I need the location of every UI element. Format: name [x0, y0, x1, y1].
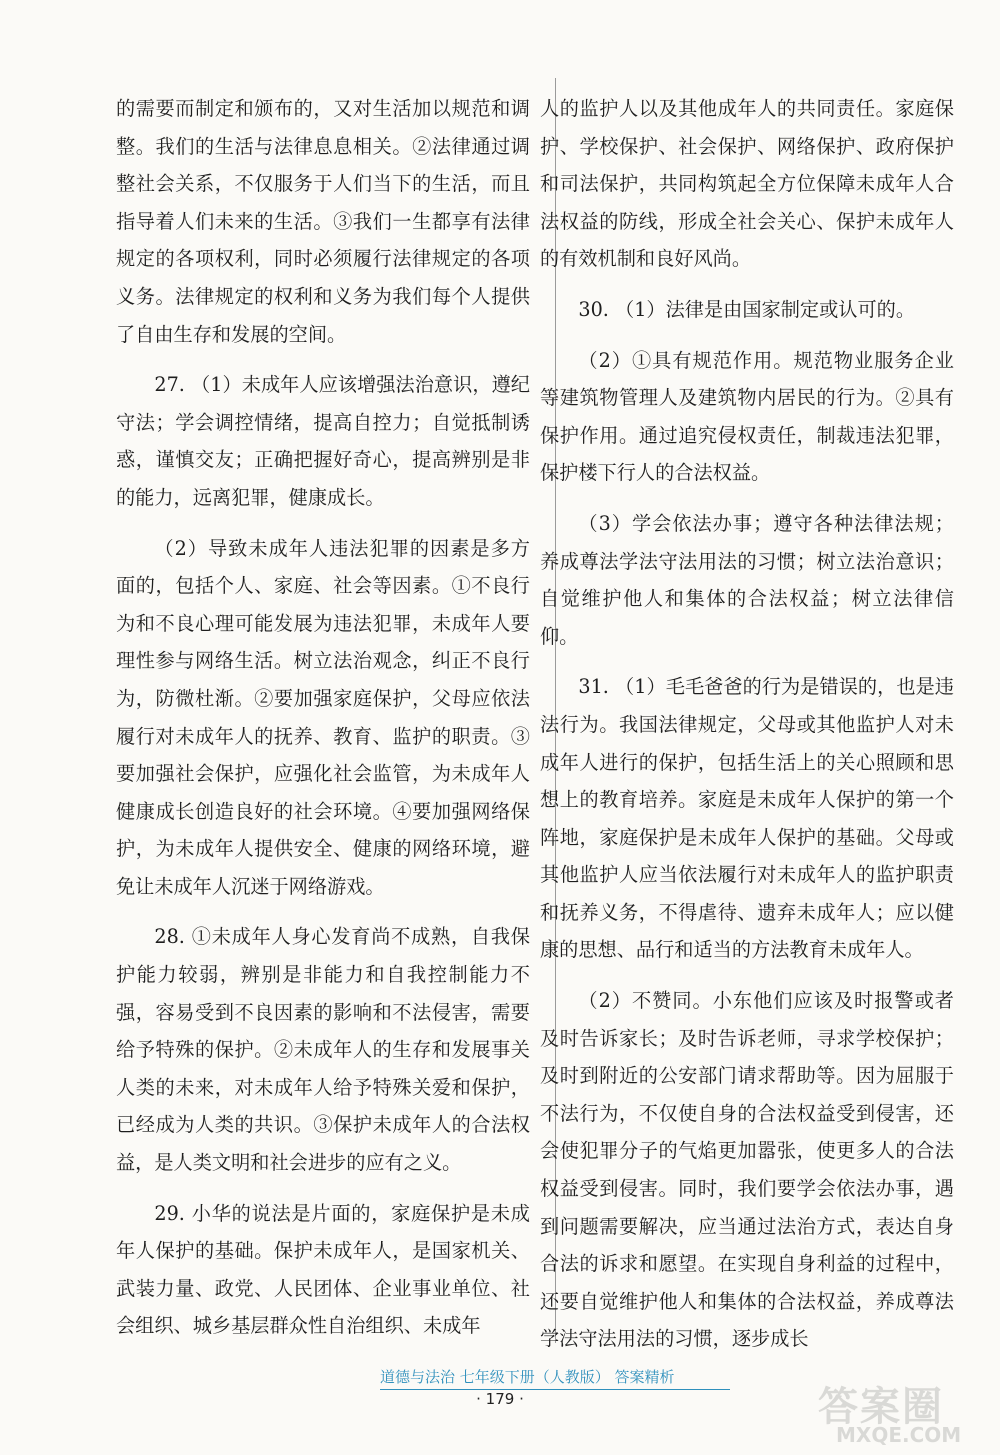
paragraph-continuation: 的需要而制定和颁布的，又对生活加以规范和调整。我们的生活与法律息息相关。②法律通过调整社会关系，不仅服务于人们当下的生活，而且指导着人们未来的生活。③我们一生都享有法律规定的各项权利，同时必须履行法律规定的各项义务。法律规定的权利和义务为我们每个人提供了自由生存和发展的空间。: [116, 97, 530, 346]
answer-29: 29. 小华的说法是片面的，家庭保护是未成年人保护的基础。保护未成年人，是国家机关、武装力量、政党、人民团体、企业事业单位、社会组织、城乡基层群众性自治组织、未成年: [116, 1201, 530, 1338]
left-column: [116, 90, 530, 1358]
answer-31-part-2: （2）不赞同。小东他们应该及时报警或者及时告诉家长；及时告诉老师，寻求学校保护；及时到附近的公安部门请求帮助等。因为屈服于不法行为，不仅使自身的合法权益受到侵害，还会使犯罪分子的气焰更加嚣张，使更多人的合法权益受到侵害。同时，我们要学会依法办事，遇到问题需要解决，应当通过法治方式，表达自身合法的诉求和愿望。在实现自身利益的过程中，还要自觉维护他人和集体的合法权益，养成尊法学法守法用法的习惯，逐步成长: [540, 989, 954, 1351]
answer-29-continuation: 人的监护人以及其他成年人的共同责任。家庭保护、学校保护、社会保护、网络保护、政府保护和司法保护，共同构筑起全方位保障未成年人合法权益的防线，形成全社会关心、保护未成年人的有效机制和良好风尚。: [540, 97, 954, 271]
watermark-sub-text: MXQE.COM: [836, 1423, 962, 1447]
footer-book-title: 道德与法治 七年级下册（人教版） 答案精析: [380, 1366, 730, 1390]
page-number: · 179 ·: [476, 1390, 524, 1408]
answer-30-part-2: （2）①具有规范作用。规范物业服务企业等建筑物管理人及建筑物内居民的行为。②具有保护作用。通过追究侵权责任，制裁违法犯罪，保护楼下行人的合法权益。: [540, 348, 954, 485]
answer-27-part-1: 27. （1）未成年人应该增强法治意识，遵纪守法；学会调控情绪，提高自控力；自觉抵制诱惑，谨慎交友；正确把握好奇心，提高辨别是非的能力，远离犯罪，健康成长。: [116, 373, 530, 509]
answer-28: 28. ①未成年人身心发育尚不成熟，自我保护能力较弱，辨别是非能力和自我控制能力不强，容易受到不良因素的影响和不法侵害，需要给予特殊的保护。②未成年人的生存和发展事关人类的未来，对未成年人给予特殊关爱和保护，已经成为人类的共识。③保护未成年人的合法权益，是人类文明和社会进步的应有之义。: [116, 925, 530, 1175]
answer-27-part-2: （2）导致未成年人违法犯罪的因素是多方面的，包括个人、家庭、社会等因素。①不良行为和不良心理可能发展为违法犯罪，未成年人要理性参与网络生活。树立法治观念，纠正不良行为，防微杜渐。②要加强家庭保护，父母应依法履行对未成年人的抚养、教育、监护的职责。③要加强社会保护，应强化社会监管，为未成年人健康成长创造良好的社会环境。④要加强网络保护，为未成年人提供安全、健康的网络环境，避免让未成年人沉迷于网络游戏。: [116, 536, 530, 898]
watermark-main-text: 答案圈: [818, 1384, 944, 1430]
answer-31-part-1: 31. （1）毛毛爸爸的行为是错误的，也是违法行为。我国法律规定，父母或其他监护人对未成年人进行的保护，包括生活上的关心照顾和思想上的教育培养。家庭是未成年人保护的第一个阵地，家庭保护是未成年人保护的基础。父母或其他监护人应当依法履行对未成年人的监护职责和抚养义务，不得虐待、遗弃未成年人；应以健康的思想、品行和适当的方法教育未成年人。: [540, 675, 954, 962]
answer-30-part-3: （3）学会依法办事；遵守各种法律法规；养成尊法学法守法用法的习惯；树立法治意识；自觉维护他人和集体的合法权益；树立法律信仰。: [540, 511, 954, 648]
answer-30-part-1: 30. （1）法律是由国家制定或认可的。: [578, 297, 916, 321]
right-column: [540, 90, 954, 1371]
watermark-logo: [818, 1375, 988, 1450]
